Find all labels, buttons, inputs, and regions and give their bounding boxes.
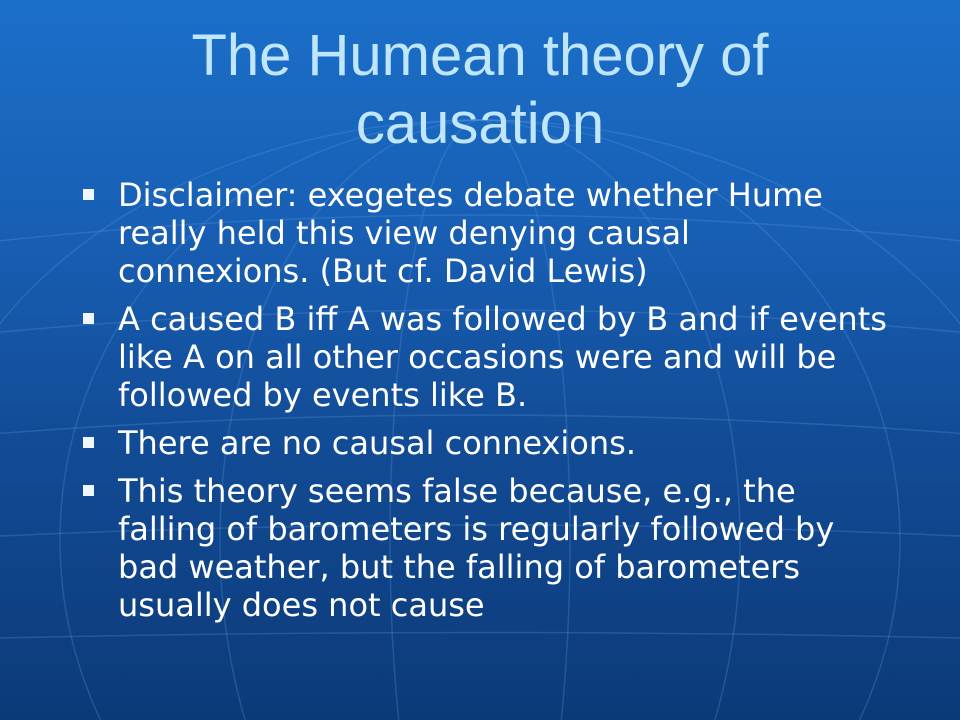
bullet-text: This theory seems false because, e.g., the falling of barometers is regularly followed by bad weather, but the falling of barometers usually does not cause (118, 472, 835, 624)
bullet-item (0, 472, 960, 624)
bullet-list (0, 176, 960, 634)
bullet-item (0, 424, 960, 462)
square-bullet-icon (83, 313, 94, 324)
slide-title: The Humean theory of causation (191, 23, 769, 156)
bullet-item (0, 176, 960, 290)
bullet-text: There are no causal connexions. (118, 424, 636, 462)
square-bullet-icon (83, 189, 94, 200)
bullet-text: Disclaimer: exegetes debate whether Hume really held this view denying causal connexions. (But cf. David Lewis) (118, 176, 823, 290)
bullet-text: A caused B iff A was followed by B and if events like A on all other occasions were and will be followed by events like B. (118, 300, 887, 414)
square-bullet-icon (83, 485, 94, 496)
square-bullet-icon (83, 437, 94, 448)
bullet-item (0, 300, 960, 414)
